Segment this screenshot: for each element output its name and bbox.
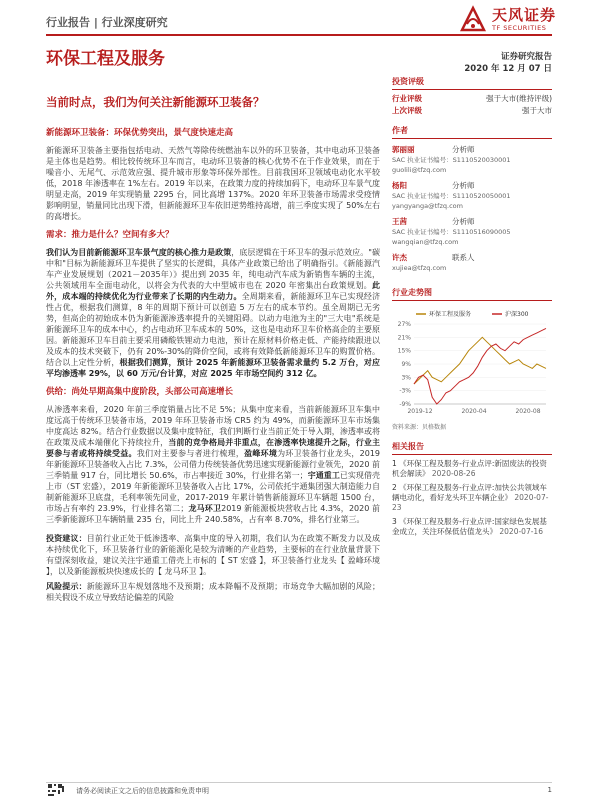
main-content [46,120,380,607]
legend-label: 环保工程及服务 [429,311,472,318]
paragraph: 从渗透率来看，2020 年前三季度销量占比不足 5%；从集中度来看，当前新能源环卫车集中度远高于传统环卫装备市场，2019 年环卫装备市场 CR5 约为 49%，而新能源环卫车市场集中度高达 82%。结合行业数据以及集中度特征，我们判断行业当前正处于导入期，渗透率或将在政策及成本端催化下持续拉升，当前的竞争格局并非重点，在渗透率快速提升之际，行业主要参与者或将持续受益。我们对主要参与者进行梳理，盈峰环境为环卫装备行业龙头，2019 年新能源环卫装备收入占比 7.3%，公司借力传统装备优势迅速实现新能源行业领先，2020 前三季销量 917 台，同比增长 50.6%，市占率接近 30%，行业排名第一；宇通重工已实现借壳上市（ST 宏盛），2019 年新能源环卫装备收入占比 17%，公司依托宇通集团强大制造能力自制新能源环卫底盘，毛利率领先同业，2017-2019 年累计销售新能源环卫车辆超 1500 台，市场占有率约 23.9%，行业排名第二；龙马环卫2019 新能源板块营收占比 4.3%，2020 前三季新能源环卫车辆销量 235 台，同比上升 240.58%，占有率 8.70%，排名行业第三。 [46,405,381,524]
report-headline: 当前时点，我们为何关注新能源环卫装备？ [46,95,265,109]
footer-divider [46,782,552,783]
section-title-demand: 需求：推力是什么？空间有多大？ [46,230,174,240]
x-tick-label: 2019-12 [407,408,433,415]
logo-text-cn: 天风证券 [492,6,557,24]
risk-warning: 风险提示：新能源环卫车规划落地不及预期；成本降幅不及预期；市场竞争大幅加剧的风险；相关假设不成立导致结论偏差的风险 [46,582,380,602]
series-line-0 [414,337,546,384]
investment-advice: 投资建议：目前行业正处于低渗透率、高集中度的导入初期，我们认为在政策不断发力以及成本持续优化下，环卫装备行业的新能源化是较为清晰的产业趋势，主要标的在行业放量背景下有望深刻收益，建议关注宇通重工借壳上市标的【 ST 宏盛 】，环卫装备行业龙头【 盈峰环境 】，以及新能源板块快速成长的【 龙马环卫 】。 [46,534,380,576]
sidebar [392,76,552,537]
page-number: 1 [547,786,552,794]
company-logo [458,2,588,38]
prev-rating-row: 上次评级 强于大市 [392,106,552,115]
trend-title: 行业走势图 [392,287,552,301]
industry-trend-chart [392,308,552,418]
author-title: 作者 [392,125,552,139]
x-tick-label: 2020-08 [515,408,541,415]
analyst-entry: 王茜 分析师 SAC 执业证书编号：S1110516090005 wangqian@tfzq.com [392,217,552,247]
y-tick-label: 3% [401,374,411,382]
paragraph: 新能源环卫装备主要指包括电动、天然气等除传统燃油车以外的环卫装备，其中电动环卫装备是主体也是趋势。相比较传统环卫车而言，电动环卫装备的核心优势不在于作业效果，而在于噪音小、无尾气、示范效应强、提升城市形象等环保外部性。目前我国环卫领域电动化水平较低，2018 年渗透率在 1%左右。2019 年以来，在政策力度的持续加码下，电动环卫车景气度明显走高，2019 年实现销量 2295 台，同比高增 137%。2020 年环卫装备市场需求受疫情影响明显，销量同比出现下滑，但新能源环卫车依旧逆势维持高增，前三季度实现了 50%左右的高增长。 [46,146,380,221]
related-report[interactable]: 1 《环保工程及服务-行业点评:新固废法的投资机会解读》 2020-08-26 [392,459,547,478]
analyst-entry: 许杰 联系人 xujiea@tfzq.com [392,253,552,273]
y-tick-label: 15% [397,347,411,355]
paragraph: 我们认为目前新能源环卫车景气度的核心推力是政策，底层逻辑在于环卫车的强示范效应。"碳中和"目标为新能源环卫车提供了坚实的长逻辑，具体产业政策已给出了明确指引。《新能源汽车产业发展规划（2021－2035年）》提出到 2035 年，纯电动汽车成为新销售车辆的主流，公共领域用车全面电动化，以将会为代表的大中型城市也在 2020 年密集出台政策规划。此外，成本端的持续优化为行业带来了长期的内生动力。全周期来看，新能源环卫车已实现经济性占优，根据我们测算，8 年的周期下预计可以创造 5 万左右的成本节约。虽全周期已无劣势，但高企的初始成本仍为新能源渗透率提升的关键阻碍。以动力电池为主的"三大电"系统是新能源环卫车的成本中心，约占电动环卫车成本的 50%，这也是电动环卫车价格高企的主要原因。新能源环卫车目前主要采用磷酸铁锂动力电池，预计在原材料价格走低、产能持续跟进以及成本的技术突破下，仍有 20%-30%的降价空间，或将有效降低新能源环卫车的购置价格。结合以上定性分析，根据我们测算，预计 2025 年新能源环卫装备需求量约 5.2 万台，对应平均渗透率 29%，以 60 万元/台计算，对应 2025 年市场空间约 312 亿。 [46,248,381,378]
header-divider [46,34,552,36]
y-tick-label: 21% [397,334,411,342]
y-tick-label: 9% [401,361,411,368]
report-date: 2020 年 12 月 07 日 [464,64,552,74]
analyst-entry: 杨阳 分析师 SAC 执业证书编号：S1110520050001 yangyanga@tfzq.com [392,181,552,211]
tf-logo-icon [458,4,488,34]
email-link[interactable]: yangyanga@tfzq.com [392,202,463,210]
qr-code-icon [48,784,68,796]
report-category: 行业报告 | 行业深度研究 [46,16,168,29]
disclaimer: 请务必阅读正文之后的信息披露和免责申明 [76,787,209,795]
analyst-entry: 郭丽丽 分析师 SAC 执业证书编号：S1110520030001 guolili@tfzq.com [392,145,552,175]
y-tick-label: -3% [399,387,411,395]
related-title: 相关报告 [392,441,552,455]
related-report[interactable]: 2 《环保工程及服务-行业点评:加快公共领域车辆电动化，看好龙头环卫车辆企业》 2020-07-23 [392,483,549,512]
industry-title: 环保工程及服务 [46,49,165,69]
logo-text-en: TF SECURITIES [492,24,547,32]
report-type: 证券研究报告 [500,52,552,62]
related-report[interactable]: 3 《环保工程及服务-行业点评:国家绿色发展基金成立，关注环保低估值龙头》 2020-07-16 [392,517,547,536]
email-link[interactable]: xujiea@tfzq.com [392,264,447,272]
section-title-supply: 供给：尚处早期高集中度阶段，头部公司高速增长 [46,387,234,397]
y-tick-label: -9% [399,401,411,408]
rating-title: 投资评级 [392,76,552,90]
legend-label: 沪深300 [505,311,529,318]
x-tick-label: 2020-04 [461,408,487,415]
rating-row: 行业评级 强于大市(维持评级) [392,94,552,103]
email-link[interactable]: wangqian@tfzq.com [392,238,459,246]
y-tick-label: 27% [397,321,411,328]
chart-source: 资料来源：贝格数据 [392,424,447,431]
section-title-supply-overview: 新能源环卫装备：环保优势突出，景气度快速走高 [46,128,234,138]
email-link[interactable]: guolili@tfzq.com [392,166,447,174]
